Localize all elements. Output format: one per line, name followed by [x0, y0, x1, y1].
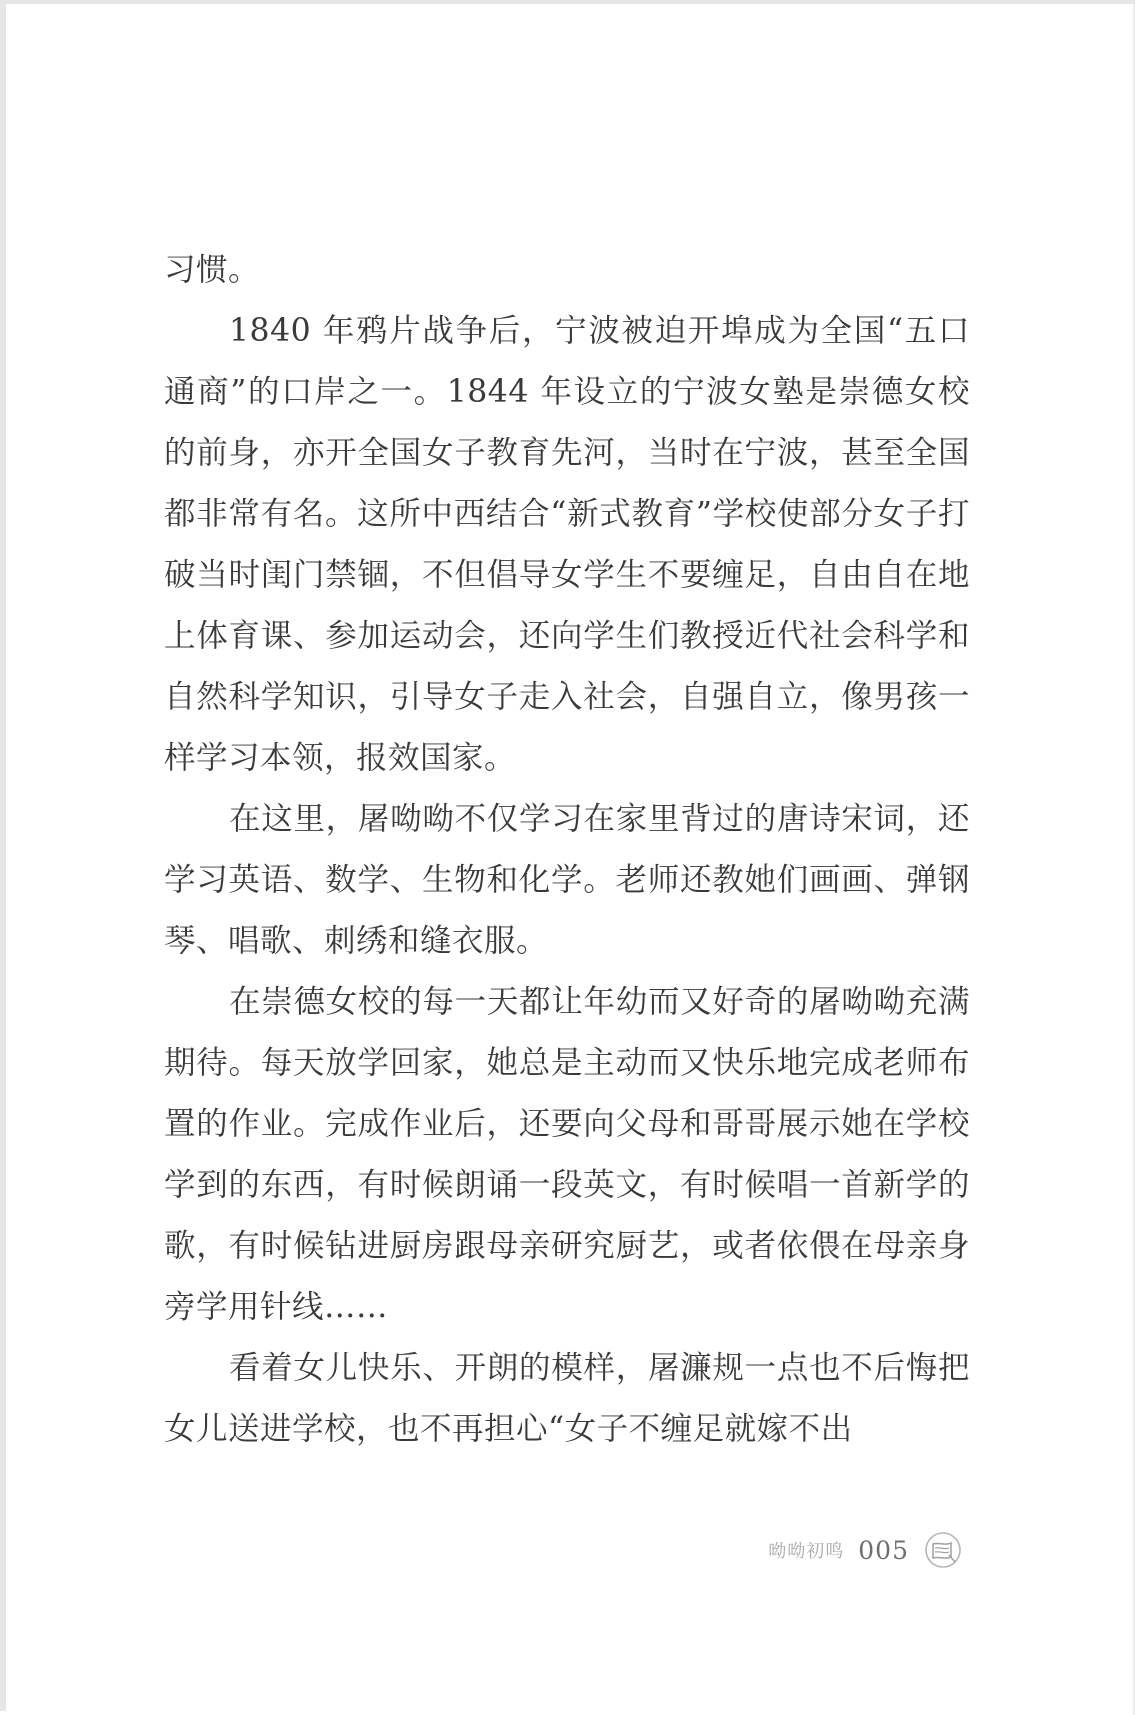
- chapter-title: 呦呦初鸣: [768, 1541, 845, 1562]
- paragraph-4: 在崇德女校的每一天都让年幼而又好奇的屠呦呦充满期待。每天放学回家，她总是主动而又快乐地完成老师布置的作业。完成作业后，还要向父母和哥哥展示她在学校学到的东西，有时候朗诵一段英文，有时候唱一首新学的歌，有时候钻进厨房跟母亲研究厨艺，或者依偎在母亲身旁学用针线……: [164, 984, 970, 1325]
- page-number: 005: [858, 1535, 909, 1565]
- body-text: [164, 240, 970, 1460]
- book-leaf-icon: [923, 1530, 963, 1570]
- paragraph-5: 看着女儿快乐、开朗的模样，屠濂规一点也不后悔把女儿送进学校，也不再担心“女子不缠足就嫁不出: [164, 1350, 970, 1447]
- paragraph-1: 习惯。: [164, 252, 261, 288]
- paragraph-2: 1840 年鸦片战争后，宁波被迫开埠成为全国“五口通商”的口岸之一。1844 年设立的宁波女塾是崇德女校的前身，亦开全国女子教育先河，当时在宁波，甚至全国都非常有名。这所中西结合“新式教育”学校使部分女子打破当时闺门禁锢，不但倡导女学生不要缠足，自由自在地上体育课、参加运动会，还向学生们教授近代社会科学和自然科学知识，引导女子走入社会，自强自立，像男孩一样学习本领，报效国家。: [164, 313, 970, 776]
- page-footer: [768, 1530, 963, 1570]
- paragraph-3: 在这里，屠呦呦不仅学习在家里背过的唐诗宋词，还学习英语、数学、生物和化学。老师还教她们画画、弹钢琴、唱歌、刺绣和缝衣服。: [164, 801, 970, 959]
